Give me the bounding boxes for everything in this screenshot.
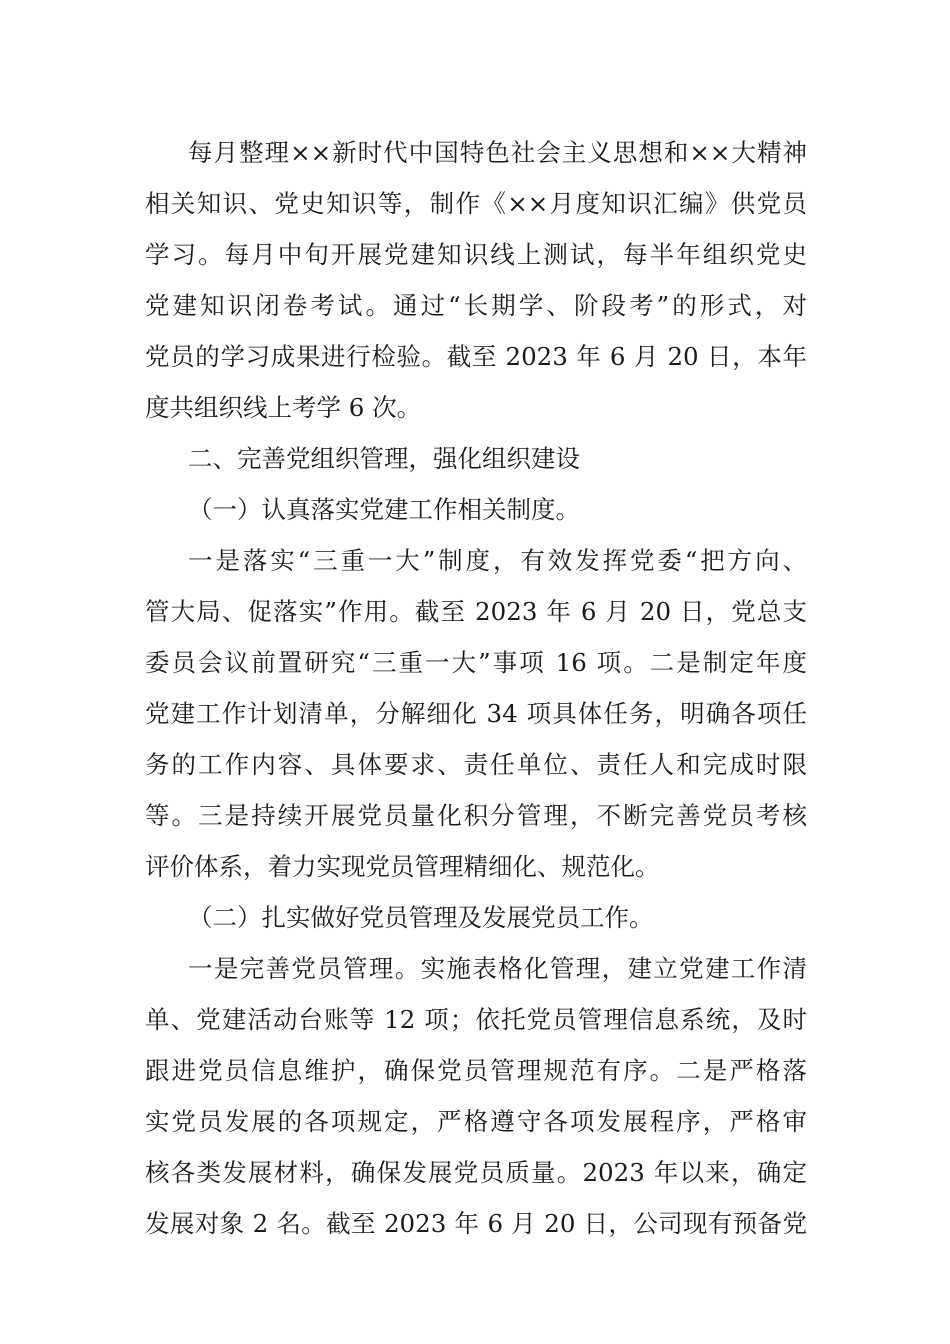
text-line: 管大局、促落实”作用。截至 2023 年 6 月 20 日，党总支 — [145, 597, 807, 626]
text-line: 一是落实“三重一大”制度，有效发挥党委“把方向、 — [188, 546, 807, 575]
text-line: 核各类发展材料，确保发展党员质量。2023 年以来，确定 — [145, 1158, 807, 1187]
text-line: 党建知识闭卷考试。通过“长期学、阶段考”的形式，对 — [145, 291, 807, 320]
text-line: 等。三是持续开展党员量化积分管理，不断完善党员考核 — [145, 801, 807, 830]
text-line: 评价体系，着力实现党员管理精细化、规范化。 — [145, 852, 660, 881]
text-line: 每月整理××新时代中国特色社会主义思想和××大精神 — [188, 138, 807, 167]
text-line: 发展对象 2 名。截至 2023 年 6 月 20 日，公司现有预备党 — [145, 1209, 807, 1238]
text-line: 度共组织线上考学 6 次。 — [145, 393, 422, 422]
text-line: 委员会议前置研究“三重一大”事项 16 项。二是制定年度 — [145, 648, 807, 677]
text-line: 单、党建活动台账等 12 项；依托党员管理信息系统，及时 — [145, 1005, 807, 1034]
text-line: 实党员发展的各项规定，严格遵守各项发展程序，严格审 — [145, 1107, 807, 1136]
text-line: 务的工作内容、具体要求、责任单位、责任人和完成时限 — [145, 750, 807, 779]
paragraph-system-implementation — [145, 535, 807, 892]
text-line: 相关知识、党史知识等，制作《××月度知识汇编》供党员 — [145, 189, 807, 218]
text-line: 一是完善党员管理。实施表格化管理，建立党建工作清 — [188, 954, 807, 983]
document-body — [145, 127, 807, 1249]
subsection-heading-2: （二）扎实做好党员管理及发展党员工作。 — [188, 903, 654, 932]
section-heading-2: 二、完善党组织管理，强化组织建设 — [188, 444, 580, 473]
text-line: 党建工作计划清单，分解细化 34 项具体任务，明确各项任 — [145, 699, 807, 728]
subsection-heading-1: （一）认真落实党建工作相关制度。 — [188, 495, 580, 524]
paragraph-study-assessment — [145, 127, 807, 433]
text-line: 跟进党员信息维护，确保党员管理规范有序。二是严格落 — [145, 1056, 807, 1085]
text-line: 党员的学习成果进行检验。截至 2023 年 6 月 20 日，本年 — [145, 342, 807, 371]
paragraph-member-management — [145, 943, 807, 1249]
text-line: 学习。每月中旬开展党建知识线上测试，每半年组织党史 — [145, 240, 807, 269]
